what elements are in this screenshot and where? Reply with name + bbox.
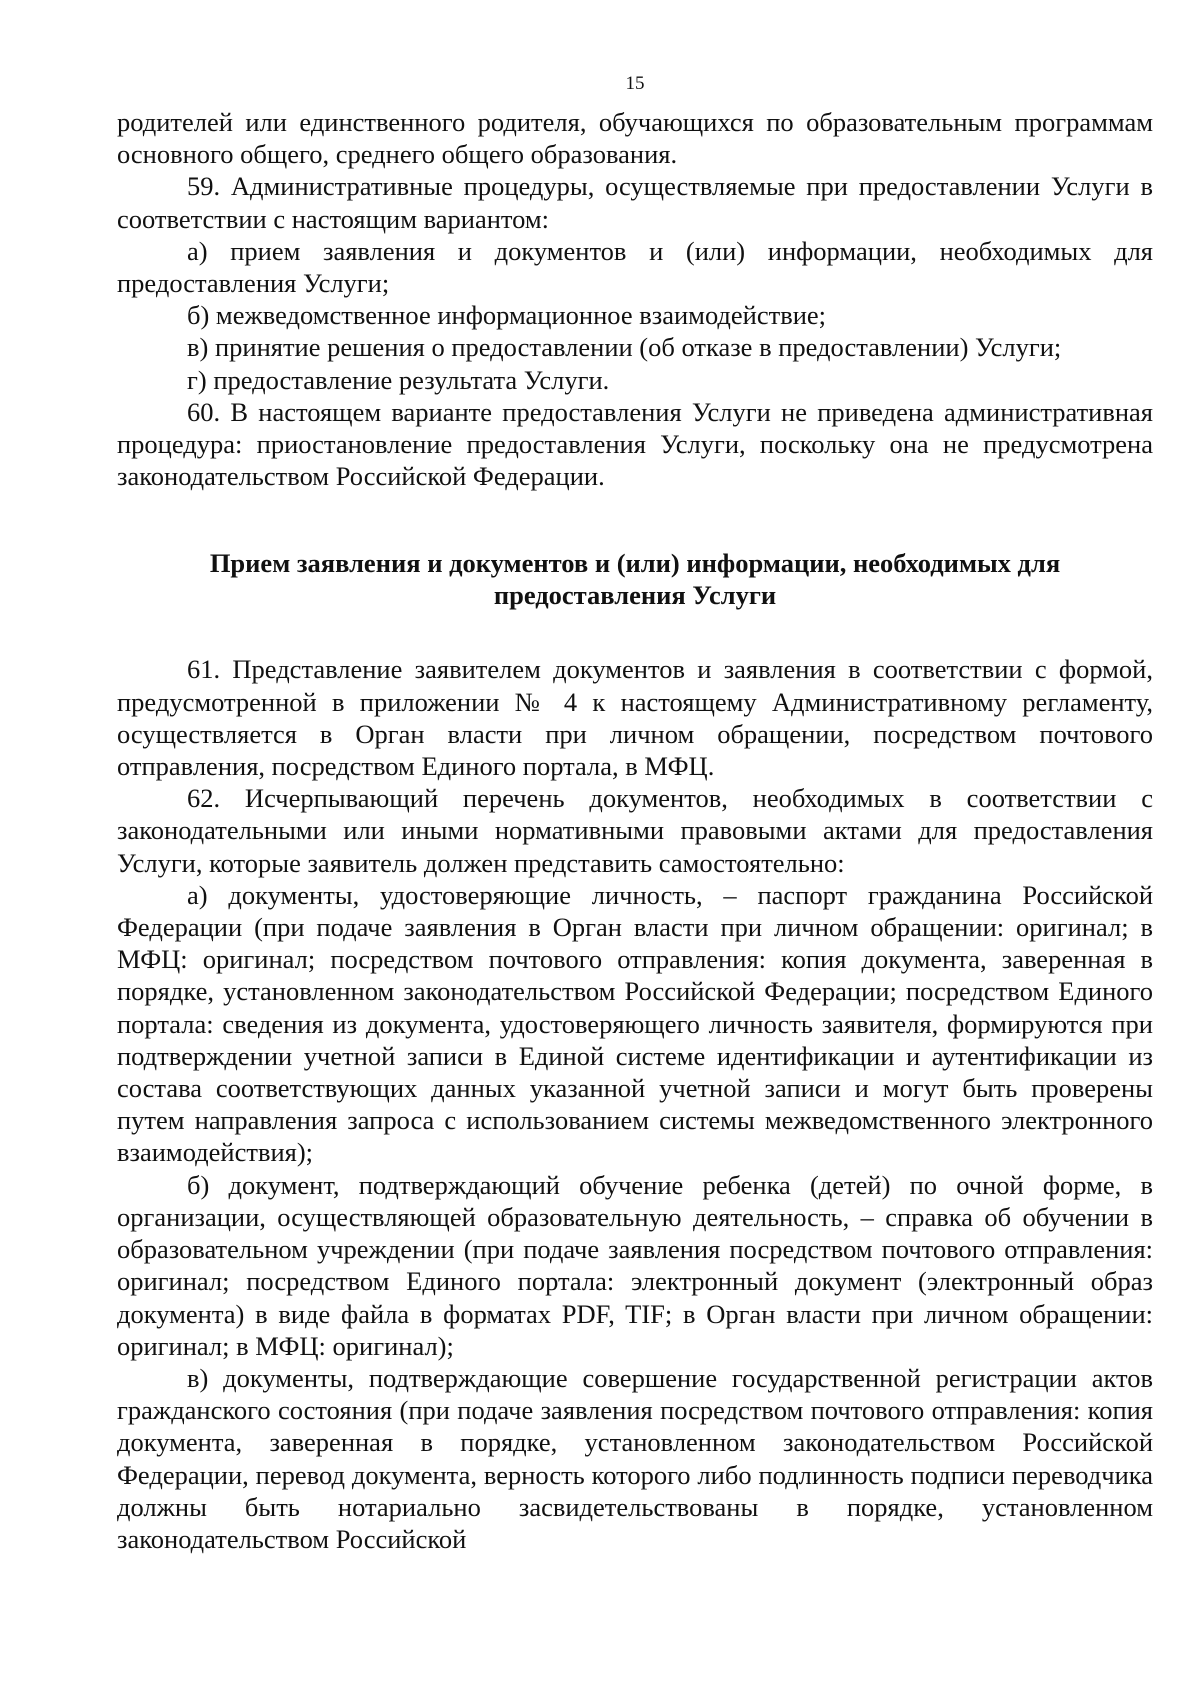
paragraph-62: 62. Исчерпывающий перечень документов, необходимых в соответствии с законодательными или иными нормативными правовыми актами для предоставления Услуги, которые заявитель должен представить самостоятельно:: [117, 783, 1153, 878]
paragraph-59: 59. Административные процедуры, осуществляемые при предоставлении Услуги в соответствии с настоящим вариантом:: [117, 171, 1153, 234]
section-heading: [117, 547, 1153, 611]
section-heading-line-2: предоставления Услуги: [493, 580, 777, 611]
list-item-59c: в) принятие решения о предоставлении (об отказе в предоставлении) Услуги;: [187, 332, 1062, 363]
paragraph-60: 60. В настоящем варианте предоставления Услуги не приведена административная процедура: приостановление предоставления Услуги, поскольку она не предусмотрена законодательством Российской Федерации.: [117, 396, 1153, 492]
document-page: [117, 72, 1153, 1555]
list-item-62a: а) документы, удостоверяющие личность, – паспорт гражданина Российской Федерации (при подаче заявления в Орган власти при личном обращении: оригинал; в МФЦ: оригинал; посредством почтового отправления: копия документа, заверенная в порядке, установленном законодательством Российской Федерации; посредством Единого портала: сведения из документа, удостоверяющего личность заявителя, формируются при подтверждении учетной записи в Единой системе идентификации и аутентификации из состава соответствующих данных указанной учетной записи и могут быть проверены путем направления запроса с использованием системы межведомственного электронного взаимодействия);: [117, 879, 1153, 1168]
list-item-62c: в) документы, подтверждающие совершение государственной регистрации актов гражданского состояния (при подаче заявления посредством почтового отправления: копия документа, заверенная в порядке, установленном законодательством Российской Федерации, перевод документа, верность которого либо подлинность подписи переводчика должны быть нотариально засвидетельствованы в порядке, установленном законодательством Российской: [117, 1362, 1153, 1554]
list-item-59d: г) предоставление результата Услуги.: [187, 364, 610, 395]
paragraph-61: 61. Представление заявителем документов и заявления в соответствии с формой, предусмотренной в приложении № 4 к настоящему Административному регламенту, осуществляется в Орган власти при личном обращении, посредством почтового отправления, посредством Единого портала, в МФЦ.: [117, 654, 1153, 782]
section-heading-line-1: Прием заявления и документов и (или) информации, необходимых для: [209, 548, 1061, 579]
section-bottom: [117, 653, 1153, 1555]
list-item-59a: а) прием заявления и документов и (или) информации, необходимых для предоставления Услуги;: [117, 235, 1153, 299]
page-number: 15: [625, 73, 645, 94]
list-item-62b: б) документ, подтверждающий обучение ребенка (детей) по очной форме, в организации, осуществляющей образовательную деятельность, – справка об обучении в образовательном учреждении (при подаче заявления посредством почтового отправления: оригинал; посредством Единого портала: электронный документ (электронный образ документа) в виде файла в форматах PDF, TIF; в Орган власти при личном обращении: оригинал; в МФЦ: оригинал);: [117, 1169, 1153, 1361]
list-item-59b: б) межведомственное информационное взаимодействие;: [187, 300, 827, 331]
section-top: [117, 106, 1153, 492]
paragraph-continuation: родителей или единственного родителя, обучающихся по образовательным программам основного общего, среднего общего образования.: [117, 107, 1153, 170]
